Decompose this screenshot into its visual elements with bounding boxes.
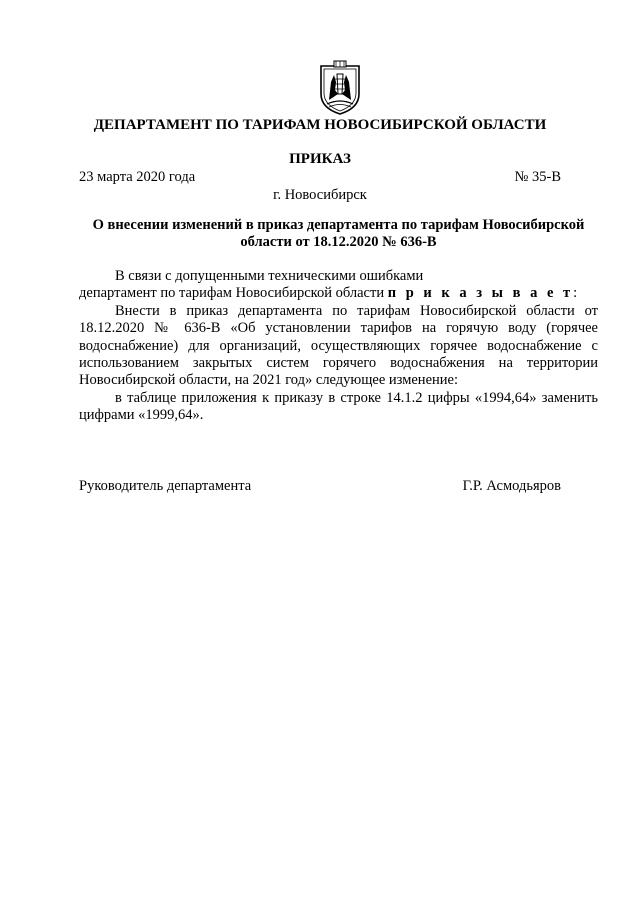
document-number: № 35-В	[514, 169, 561, 185]
paragraph-change: в таблице приложения к приказу в строке 14.1.2 цифры «1994,64» заменить цифрами «1999,64».	[79, 389, 598, 424]
signature-name: Г.Р. Асмодьяров	[462, 478, 561, 494]
paragraph-reason-text: департамент по тарифам Новосибирской области	[79, 285, 388, 302]
paragraph-reason-line-2	[79, 285, 598, 302]
subject-line-2: области от 18.12.2020 № 636-В	[240, 234, 437, 250]
orders-word: п р и к а з ы в а е т	[387, 285, 574, 302]
document-date: 23 марта 2020 года	[79, 169, 196, 185]
paragraph-reason-line-1: В связи с допущенными техническими ошибками	[115, 268, 424, 284]
coat-of-arms-icon	[317, 60, 363, 116]
signature-position: Руководитель департамента	[79, 478, 252, 494]
document-body	[79, 268, 598, 425]
orders-colon: :	[573, 285, 578, 302]
document-type: ПРИКАЗ	[289, 151, 351, 167]
document-city: г. Новосибирск	[273, 187, 367, 203]
paragraph-amendment: Внести в приказ департамента по тарифам Новосибирской области от 18.12.2020 № 636-В «Об установлении тарифов на горячую воду (горячее водоснабжение) для организаций, осуществляющих горячее водоснабжение с использованием закрытых систем горячего водоснабжения на территории Новосибирской области, на 2021 год» следующее изменение:	[79, 302, 598, 389]
document-subject	[79, 217, 598, 251]
organization-title: ДЕПАРТАМЕНТ ПО ТАРИФАМ НОВОСИБИРСКОЙ ОБЛАСТИ	[93, 117, 547, 133]
subject-line-1: О внесении изменений в приказ департамента по тарифам Новосибирской	[92, 217, 585, 233]
